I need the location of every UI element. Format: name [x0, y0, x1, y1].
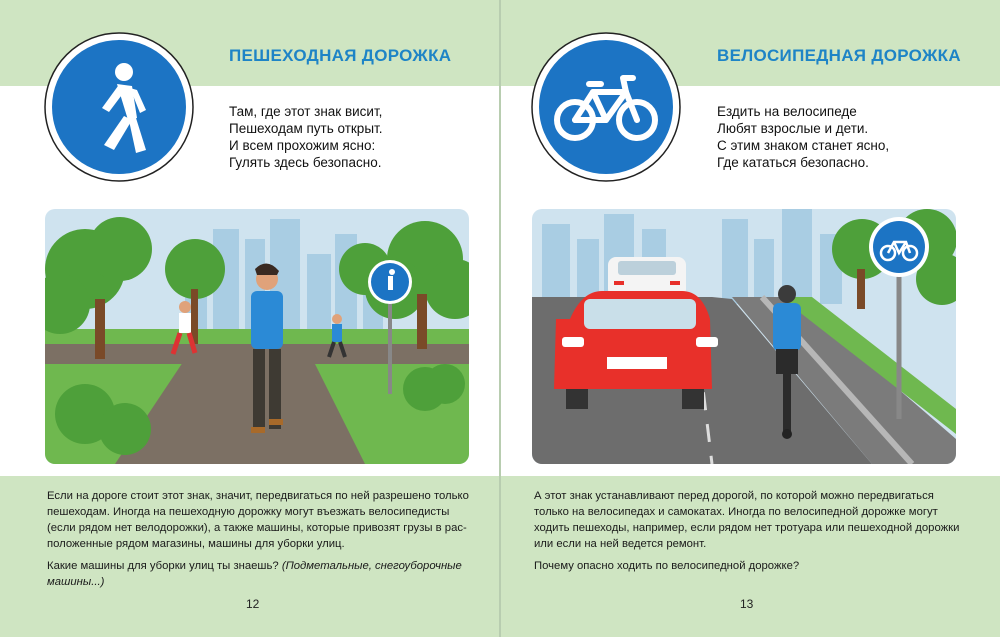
text-line: пешеходам. Иногда на пешеходную дорожку могут въезжать велосипедисты [47, 506, 450, 518]
text-line: или если на ней ведется ремонт. [534, 538, 707, 550]
poem-line: Любят взрослые и дети. [717, 121, 869, 136]
answer-text: (Подметальные, снегоуборочные [281, 560, 462, 572]
text-line: Если на дороге стоит этот знак, значит, передвигаться по ней разрешено только [47, 490, 469, 502]
question-text: Какие машины для уборки улиц ты знаешь? [47, 560, 279, 572]
text-line: только на велосипедах и самокатах. Иногда по велосипедной дорожке могут [534, 506, 938, 518]
poem [717, 103, 889, 171]
bicycle-path-sign [531, 32, 681, 182]
body-text [47, 488, 477, 596]
poem-line: Там, где этот знак висит, [229, 104, 383, 119]
poem-line: Где кататься безопасно. [717, 155, 869, 170]
paragraph [47, 488, 477, 552]
question [534, 558, 974, 574]
bike-lane-illustration [532, 209, 956, 464]
paragraph [534, 488, 974, 552]
poem-line: Пешеходам путь открыт. [229, 121, 383, 136]
pedestrian-path-sign [44, 32, 194, 182]
answer-text: машины...) [47, 576, 105, 588]
page-number: 13 [740, 597, 754, 611]
text-line: положенные рядом магазины, машины для уборки улиц. [47, 538, 345, 550]
poem-line: Гулять здесь безопасно. [229, 155, 382, 170]
text-line: (если рядом нет велодорожки), а также машины, которые привозят грузы в рас- [47, 522, 467, 534]
poem-line: И всем прохожим ясно: [229, 138, 376, 153]
text-line: А этот знак устанавливают перед дорогой, по которой можно передвигаться [534, 490, 934, 502]
question-text: Почему опасно ходить по велосипедной дорожке? [534, 560, 800, 572]
page-title: ВЕЛОСИПЕДНАЯ ДОРОЖКА [717, 46, 961, 65]
poem [229, 103, 382, 171]
poem-line: С этим знаком станет ясно, [717, 138, 890, 153]
park-path-illustration [45, 209, 469, 464]
body-text [534, 488, 974, 580]
page-title: ПЕШЕХОДНАЯ ДОРОЖКА [229, 46, 452, 65]
page-number: 12 [246, 597, 260, 611]
poem-line: Ездить на велосипеде [717, 104, 857, 119]
question [47, 558, 477, 590]
page-right [501, 0, 1000, 637]
text-line: ходить пешеходы, например, если рядом нет тротуара или пешеходной дорожки [534, 522, 960, 534]
page-left [0, 0, 499, 637]
